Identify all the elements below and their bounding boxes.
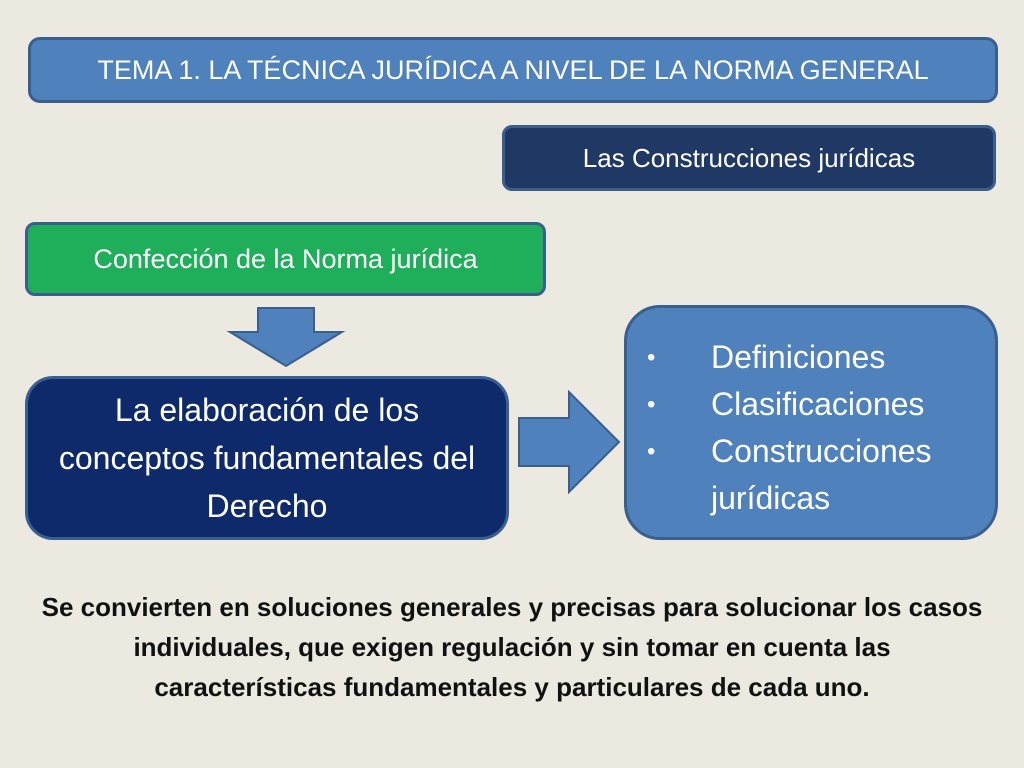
- concept-list: [627, 334, 981, 522]
- list-item-label: Definiciones: [711, 339, 886, 375]
- slide-title: [28, 37, 998, 103]
- list-item: [627, 381, 981, 428]
- list-item: [627, 428, 981, 522]
- bullet: •: [647, 344, 656, 371]
- conclusion-text: Se convierten en soluciones generales y precisas para solucionar los casos individuales, que exigen regulación y sin tomar en cuenta las características fundamentales y particulares de cada uno.: [41, 592, 983, 702]
- list-item-label: Clasificaciones: [711, 386, 925, 422]
- confeccion-box: [25, 222, 546, 296]
- list-item-label: Construcciones jurídicas: [711, 433, 932, 516]
- slide-subtitle-text: Las Construcciones jurídicas: [582, 142, 916, 173]
- bullet: •: [647, 438, 656, 465]
- slide-subtitle: [502, 125, 996, 191]
- list-item: [627, 334, 981, 381]
- list-box: [624, 305, 998, 540]
- confeccion-text: Confección de la Norma jurídica: [93, 243, 478, 274]
- down-arrow-icon: [226, 306, 346, 368]
- elaboracion-box: [25, 376, 509, 540]
- slide-title-text: TEMA 1. LA TÉCNICA JURÍDICA A NIVEL DE LA NORMA GENERAL: [97, 54, 929, 85]
- elaboracion-text: La elaboración de los conceptos fundamentales del Derecho: [58, 392, 476, 524]
- right-arrow-icon: [517, 390, 621, 494]
- bullet: •: [647, 391, 656, 418]
